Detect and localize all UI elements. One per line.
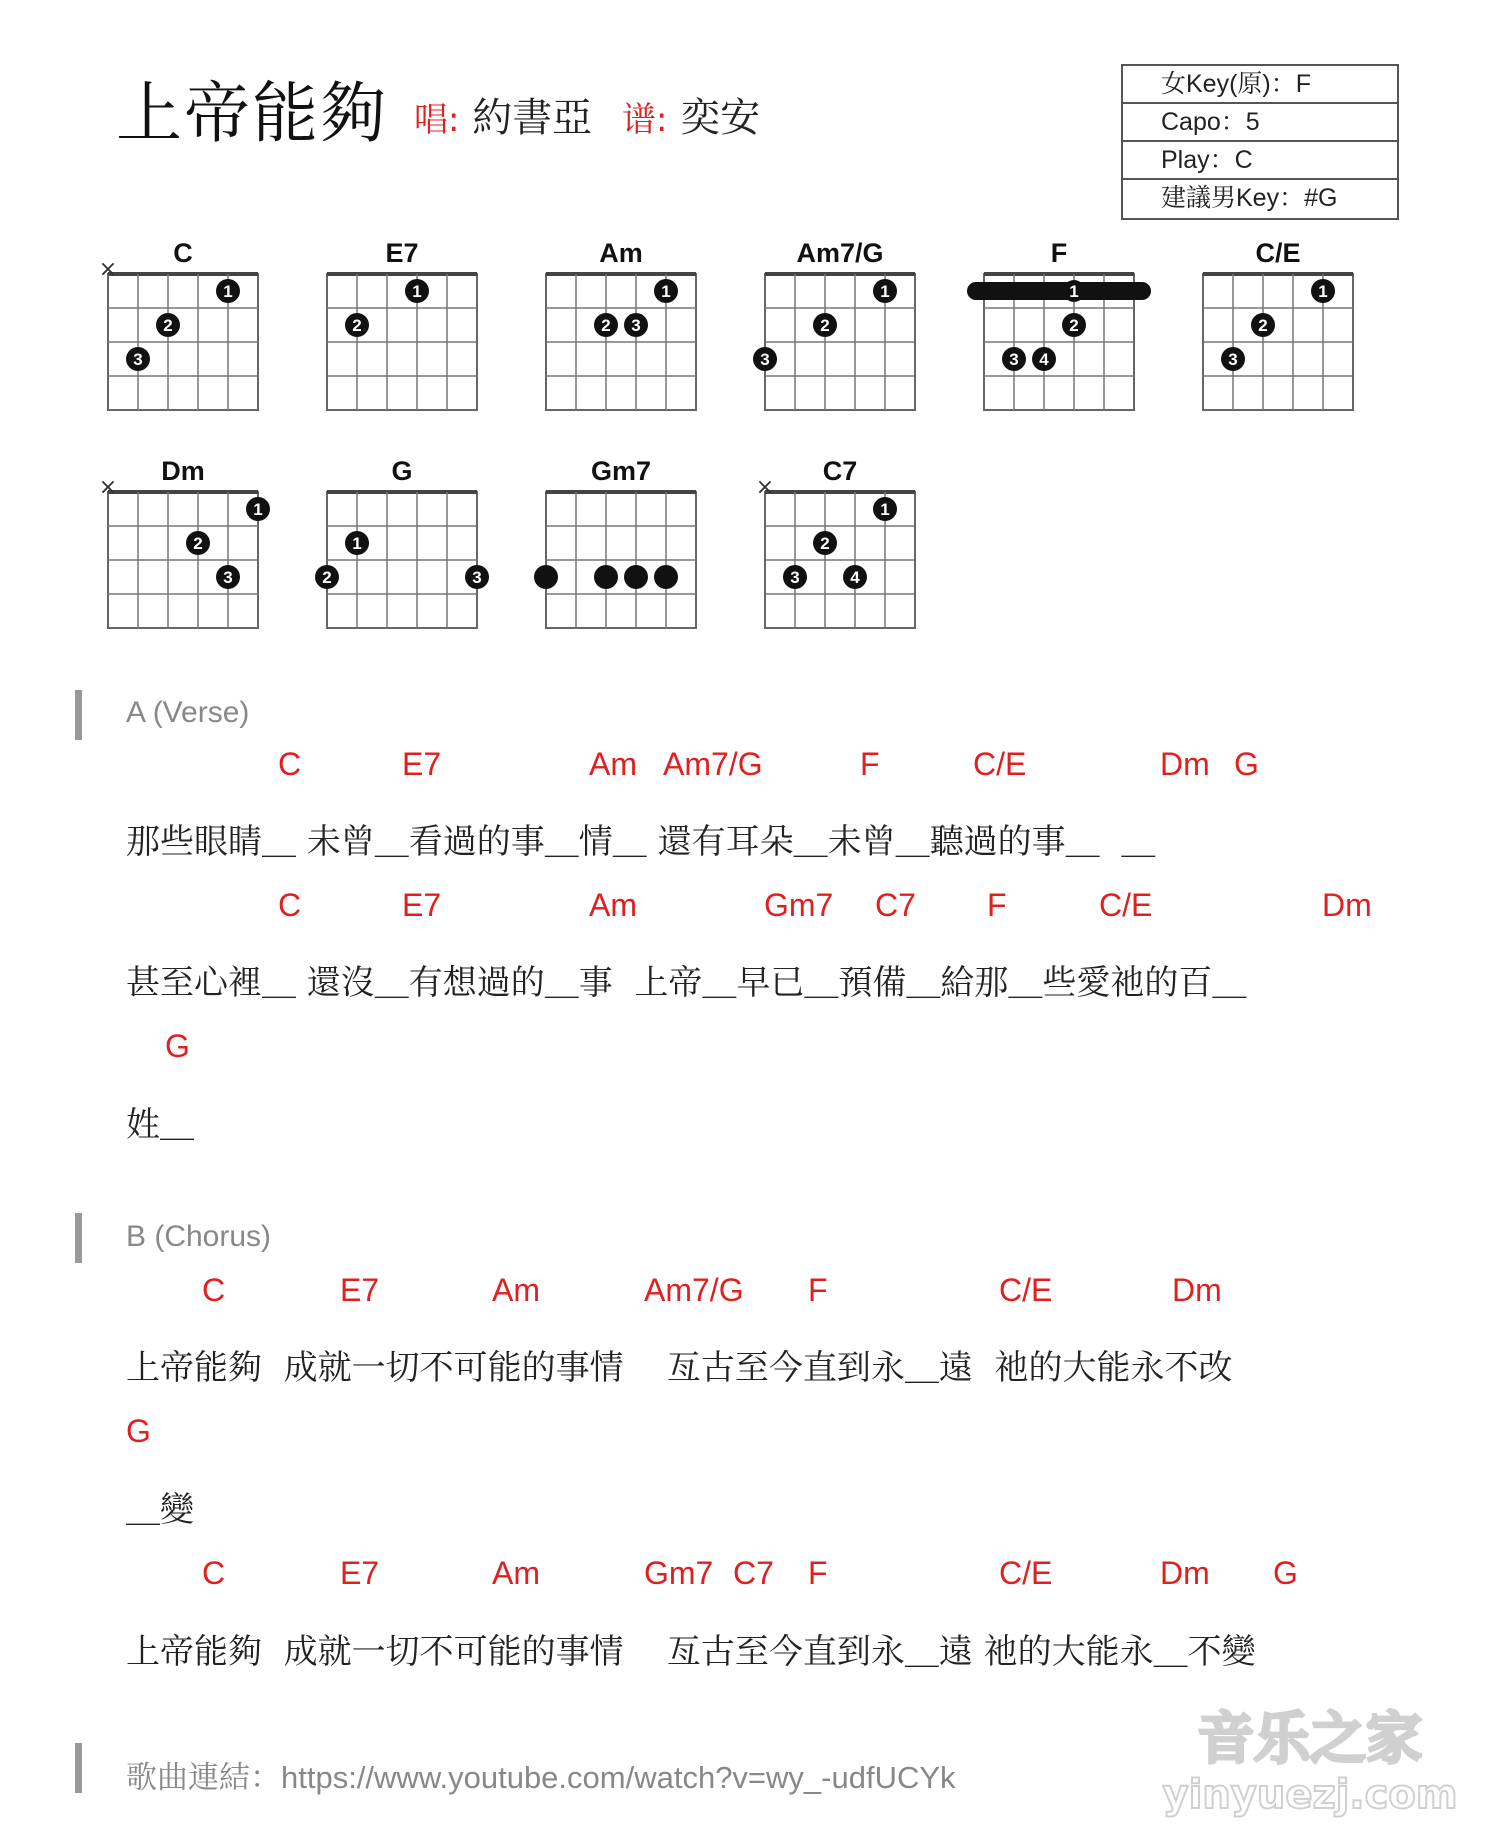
key-info-capo: Capo：5: [1123, 104, 1397, 142]
key-info-original: 女Key(原)：F: [1123, 66, 1397, 104]
finger-number: 3: [223, 568, 233, 587]
finger-number: 2: [193, 534, 203, 553]
finger-number: 2: [1258, 316, 1268, 335]
key-info-play: Play：C: [1123, 142, 1397, 180]
finger-number: 1: [1069, 282, 1079, 301]
chord-diagram-am7-g: [753, 238, 915, 410]
chord-label: Dm: [1322, 887, 1372, 923]
finger-number: 1: [223, 282, 233, 301]
chord-label: E7: [402, 746, 442, 782]
chord-diagram-gm7: [534, 456, 696, 628]
finger-number: 2: [352, 316, 362, 335]
singer-label: 唱:: [414, 100, 460, 140]
key-info-male-key: 建議男Key：#G: [1161, 184, 1338, 212]
lyric-line: 姓＿: [126, 1105, 194, 1145]
muted-string-marker: ×: [755, 475, 775, 500]
section-bar-verse: [75, 690, 82, 740]
chord-label: C: [278, 746, 302, 782]
finger-number: 3: [631, 316, 641, 335]
finger-number: 3: [1228, 350, 1238, 369]
chord-label: G: [165, 1028, 190, 1064]
chord-label: Gm7: [644, 1555, 714, 1591]
lyric-line: 那些眼睛＿ 未曾＿看過的事＿情＿ 還有耳朵＿未曾＿聽過的事＿ ＿: [126, 822, 1156, 862]
chord-label: Dm: [1160, 746, 1210, 782]
watermark-logo: [1130, 1700, 1490, 1820]
chord-label: Am: [589, 887, 637, 923]
lyric-line: 上帝能夠 成就一切不可能的事情 亙古至今直到永＿遠 祂的大能永＿不變: [126, 1632, 1256, 1672]
finger-number: 2: [601, 316, 611, 335]
chord-diagram-c7: [756, 456, 915, 628]
finger-number: 4: [1039, 350, 1049, 369]
chord-name: C/E: [1255, 238, 1301, 268]
chord-diagram-dm: [99, 456, 270, 628]
chord-label: G: [1234, 746, 1259, 782]
chord-label: C: [202, 1272, 226, 1308]
section-bar-footer: [75, 1743, 82, 1793]
finger-number: 2: [322, 568, 332, 587]
chord-label: C7: [875, 887, 916, 923]
finger-number: 3: [133, 350, 143, 369]
chord-label: F: [808, 1555, 828, 1591]
chord-label: E7: [402, 887, 442, 923]
chord-label: F: [860, 746, 880, 782]
finger-number: 1: [880, 282, 890, 301]
chord-label: C/E: [1099, 887, 1153, 923]
chord-name: F: [1050, 238, 1068, 268]
section-title-verse: A (Verse): [126, 696, 250, 729]
chord-label: Am: [492, 1555, 540, 1591]
song-title: 上帝能夠: [116, 75, 388, 152]
chord-diagrams: [0, 230, 1500, 650]
lyric-line: 甚至心裡＿ 還沒＿有想過的＿事 上帝＿早已＿預備＿給那＿些愛祂的百＿: [126, 963, 1247, 1003]
chord-label: Am: [589, 746, 637, 782]
chord-diagram-e7: [327, 238, 477, 410]
arranger-label: 谱:: [622, 100, 668, 140]
chord-label: Am7/G: [663, 746, 763, 782]
chord-label: F: [808, 1272, 828, 1308]
chord-name: Dm: [161, 456, 205, 486]
finger-dot: [654, 565, 678, 589]
finger-dot: [534, 565, 558, 589]
chord-name: G: [391, 456, 413, 486]
finger-number: 3: [1009, 350, 1019, 369]
chord-label: C/E: [999, 1272, 1053, 1308]
arranger-credit: [622, 86, 760, 143]
finger-number: 2: [820, 534, 830, 553]
chord-label: G: [126, 1413, 151, 1449]
chord-diagram-c: [99, 238, 258, 410]
singer-credit: [414, 86, 592, 143]
finger-number: 1: [253, 500, 263, 519]
chord-label: C7: [733, 1555, 774, 1591]
chord-label: C: [278, 887, 302, 923]
finger-number: 1: [412, 282, 422, 301]
chord-name: C7: [822, 456, 858, 486]
section-bar-chorus: [75, 1213, 82, 1263]
finger-number: 4: [850, 568, 860, 587]
lyric-line: 上帝能夠 成就一切不可能的事情 亙古至今直到永＿遠 祂的大能永不改: [126, 1348, 1233, 1388]
finger-dot: [624, 565, 648, 589]
song-link[interactable]: 歌曲連結：https://www.youtube.com/watch?v=wy_-udfUCYk: [126, 1760, 956, 1795]
chord-label: C/E: [973, 746, 1027, 782]
chord-label: C: [202, 1555, 226, 1591]
watermark-top-text: 音乐之家: [1198, 1707, 1422, 1772]
finger-number: 2: [1069, 316, 1079, 335]
chord-label: G: [1273, 1555, 1298, 1591]
finger-number: 1: [1318, 282, 1328, 301]
finger-number: 1: [352, 534, 362, 553]
singer-name: 約書亞: [472, 95, 593, 141]
chord-diagram-am: [546, 238, 696, 410]
chord-name: C: [173, 238, 193, 268]
chord-label: E7: [340, 1555, 380, 1591]
chord-diagram-c-e: [1203, 238, 1353, 410]
chord-name: Am7/G: [796, 238, 884, 268]
finger-number: 2: [163, 316, 173, 335]
chord-name: Gm7: [590, 456, 652, 486]
finger-number: 1: [661, 282, 671, 301]
chord-label: Dm: [1172, 1272, 1222, 1308]
chord-label: F: [987, 887, 1007, 923]
chord-label: C/E: [999, 1555, 1053, 1591]
chord-diagram-g: [315, 456, 489, 628]
finger-number: 3: [472, 568, 482, 587]
chord-label: Am7/G: [644, 1272, 744, 1308]
muted-string-marker: ×: [98, 475, 118, 500]
section-title-chorus: B (Chorus): [126, 1220, 272, 1253]
chord-name: E7: [385, 238, 419, 268]
lyric-line: ＿變: [126, 1490, 194, 1530]
muted-string-marker: ×: [98, 257, 118, 282]
chord-label: Dm: [1160, 1555, 1210, 1591]
chord-label: E7: [340, 1272, 380, 1308]
chord-label: Gm7: [764, 887, 834, 923]
watermark-bottom-text: yinyuezj.com: [1162, 1772, 1458, 1818]
chord-name: Am: [599, 238, 643, 268]
key-info-box: [1121, 64, 1399, 220]
finger-number: 1: [880, 500, 890, 519]
chord-diagram-f: [976, 238, 1142, 410]
finger-number: 3: [760, 350, 770, 369]
finger-number: 3: [790, 568, 800, 587]
finger-number: 2: [820, 316, 830, 335]
finger-dot: [594, 565, 618, 589]
arranger-name: 奕安: [680, 95, 761, 141]
chord-label: Am: [492, 1272, 540, 1308]
